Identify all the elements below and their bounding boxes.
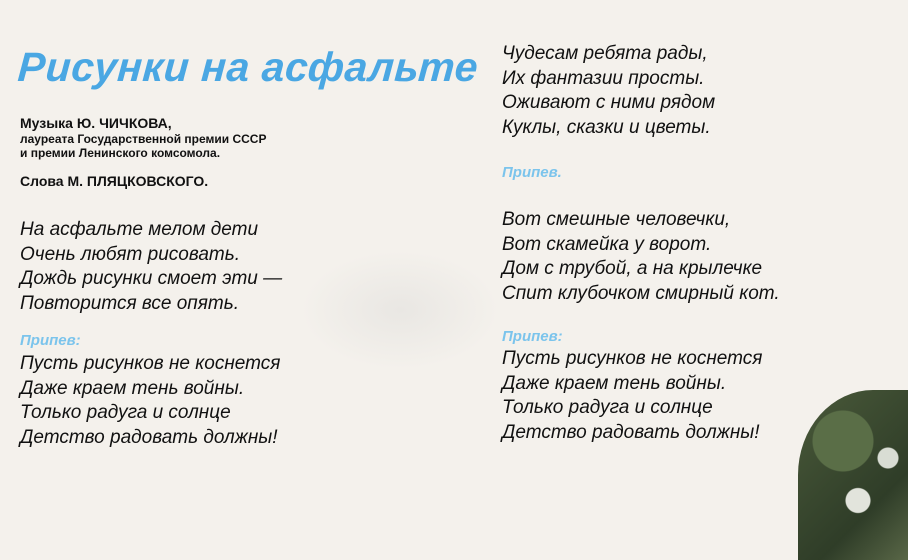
verse-line: Дождь рисунки смоет эти — [20, 268, 283, 289]
music-credit: Музыка Ю. ЧИЧКОВА, [20, 115, 172, 131]
verse-line: Вот скамейка у ворот. [502, 233, 712, 255]
verse-line: Повторится все опять. [20, 292, 240, 314]
chorus-label: Припев: [502, 328, 563, 345]
chorus-line: Даже краем тень войны. [20, 377, 245, 399]
chorus-line: Детство радовать должны! [502, 421, 760, 443]
verse-1 [20, 218, 282, 316]
verse-3 [502, 208, 780, 306]
chorus-1 [20, 352, 280, 450]
verse-line: Оживают с ними рядом [502, 92, 716, 113]
laureate-line-2: и премии Ленинского комсомола. [20, 146, 221, 160]
corner-illustration [798, 390, 908, 560]
verse-line: Чудесам ребята рады, [502, 43, 708, 64]
credits [20, 114, 440, 190]
lyrics-credit: Слова М. ПЛЯЦКОВСКОГО. [20, 173, 209, 189]
chorus-line: Пусть рисунков не коснется [20, 353, 281, 374]
chorus-line: Пусть рисунков не коснется [502, 348, 763, 369]
chorus-line: Только радуга и солнце [20, 402, 231, 423]
verse-line: Дом с трубой, а на крылечке [502, 258, 763, 279]
verse-line: Очень любят рисовать. [20, 243, 241, 265]
verse-line: Вот смешные человечки, [502, 209, 731, 230]
chorus-line: Даже краем тень войны. [502, 372, 727, 394]
verse-line: Их фантазии просты. [502, 67, 705, 89]
chorus-label: Припев. [502, 164, 562, 181]
chorus-3 [502, 347, 762, 445]
verse-line: Куклы, сказки и цветы. [502, 116, 711, 138]
verse-2 [502, 42, 715, 140]
verse-line: На асфальте мелом дети [20, 219, 259, 240]
faded-artwork [300, 250, 500, 370]
laureate-line-1: лауреата Государственной премии СССР [20, 132, 267, 146]
song-title: Рисунки на асфальте [16, 44, 480, 90]
verse-line: Спит клубочком смирный кот. [502, 282, 780, 304]
chorus-line: Только радуга и солнце [502, 397, 713, 418]
chorus-line: Детство радовать должны! [20, 426, 278, 448]
chorus-label: Припев: [20, 332, 81, 349]
